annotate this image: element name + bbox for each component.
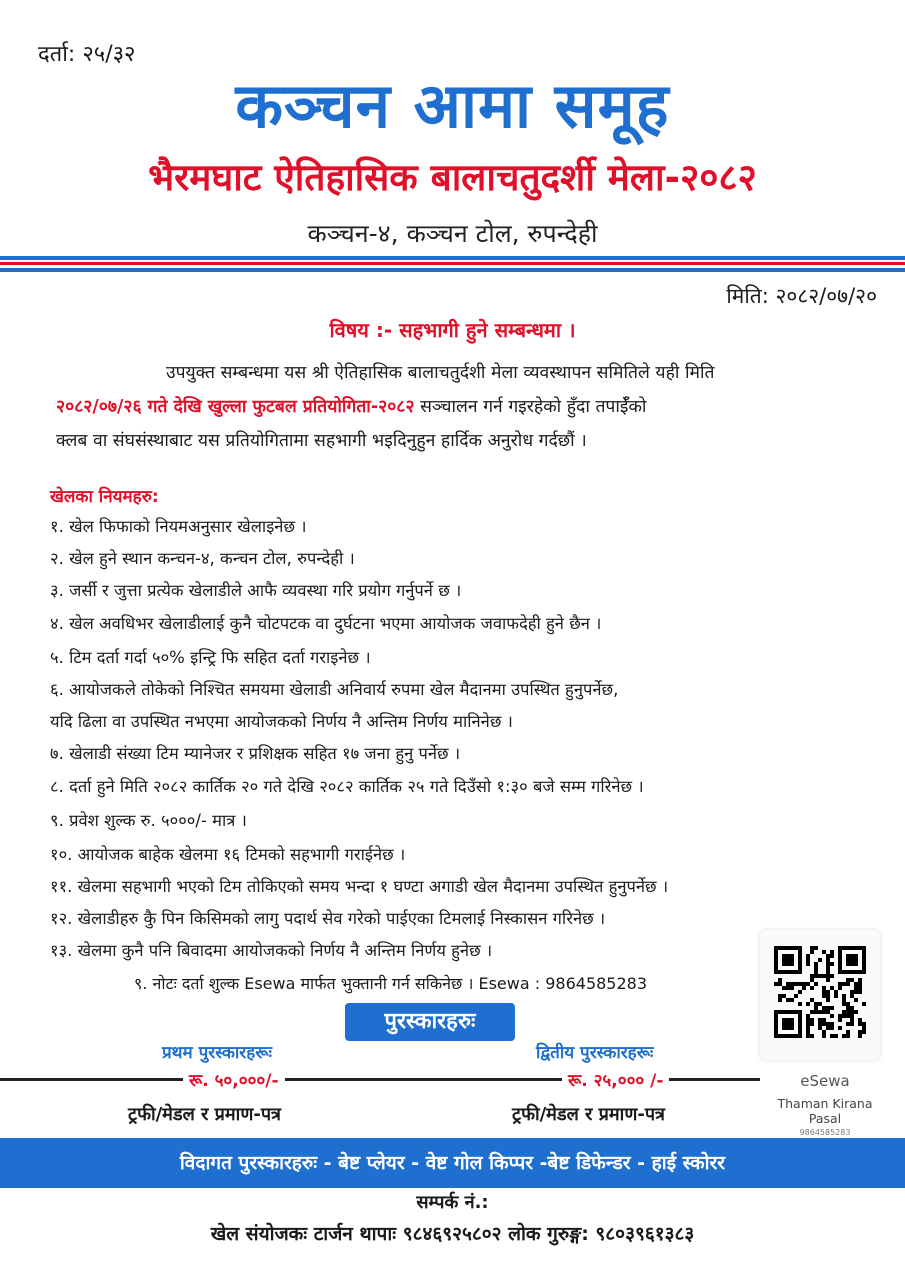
letter-date: मिति: २०८२/०७/२० bbox=[726, 284, 877, 308]
header-divider-red bbox=[0, 262, 905, 265]
rule-item: ६. आयोजकले तोकेको निश्चित समयमा खेलाडी अनिवार्य रुपमा खेल मैदानमा उपस्थित हुनुपर्नेछ, bbox=[50, 680, 619, 699]
esewa-logo: eSewa bbox=[800, 1072, 850, 1090]
special-awards-bar: विदागत पुरस्कारहरुः - बेष्ट प्लेयर - वेष्ट गोल किप्पर -बेष्ट डिफेन्डर - हाई स्कोरर bbox=[0, 1138, 905, 1188]
payment-note: ९. नोटः दर्ता शुल्क Esewa मार्फत भुक्तानी गर्न सकिनेछ । Esewa : 9864585283 bbox=[134, 974, 648, 993]
second-prize-items: ट्रफी/मेडल र प्रमाण-पत्र bbox=[512, 1104, 665, 1125]
address: कञ्चन-४, कञ्चन टोल, रुपन्देही bbox=[307, 219, 598, 248]
second-prize-title: द्वितीय पुरस्कारहरूः bbox=[536, 1043, 654, 1063]
first-prize-items: ट्रफी/मेडल र प्रमाण-पत्र bbox=[128, 1104, 281, 1125]
rule-item: १. खेल फिफाको नियमअनुसार खेलाइनेछ । bbox=[50, 517, 307, 536]
rule-item: १०. आयोजक बाहेक खेलमा १६ टिमको सहभागी गराईनेछ । bbox=[50, 845, 406, 864]
contact-label: सम्पर्क नं.: bbox=[416, 1192, 489, 1213]
first-prize-amount: रू. ५०,०००/- bbox=[183, 1068, 285, 1091]
event-title: भैरमघाट ऐतिहासिक बालाचतुदर्शी मेला-२०८२ bbox=[148, 156, 757, 199]
body-line-1: उपयुक्त सम्बन्धमा यस श्री ऐतिहासिक बालाचतुर्दशी मेला व्यवस्थापन समितिले यही मिति bbox=[166, 363, 715, 383]
rule-item: ४. खेल अवधिभर खेलाडीलाई कुनै चोटपटक वा दुर्घटना भएमा आयोजक जवाफदेही हुने छैन । bbox=[50, 614, 602, 633]
body-line-2 bbox=[56, 390, 862, 424]
rule-item: ३. जर्सी र जुत्ता प्रत्येक खेलाडीले आफै व्यवस्था गरि प्रयोग गर्नुपर्ने छ । bbox=[50, 581, 462, 600]
prizes-heading: पुरस्कारहरुः bbox=[345, 1003, 515, 1041]
esewa-number: 9864585283 bbox=[799, 1128, 851, 1137]
registration-number: दर्ता: २५/३२ bbox=[38, 42, 136, 67]
body-line-3: क्लब वा संघसंस्थाबाट यस प्रतियोगितामा सहभागी भइदिनुहुन हार्दिक अनुरोध गर्दछौं । bbox=[56, 431, 587, 451]
rules-title: खेलका नियमहरु: bbox=[50, 487, 159, 507]
rule-item: यदि ढिला वा उपस्थित नभएमा आयोजकको निर्णय नै अन्तिम निर्णय मानिनेछ । bbox=[50, 712, 513, 731]
rule-item: ११. खेलमा सहभागी भएको टिम तोकिएको समय भन्दा १ घण्टा अगाडी खेल मैदानमा उपस्थित हुनुपर्नेछ । bbox=[50, 877, 669, 896]
body-paragraph bbox=[56, 356, 862, 458]
rule-item: १२. खेलाडीहरु कुै पिन किसिमको लागु पदार्थ सेव गरेको पाईएका टिमलाई निस्कासन गरिनेछ । bbox=[50, 909, 606, 928]
rule-item: ७. खेलाडी संख्या टिम म्यानेजर र प्रशिक्षक सहित १७ जना हुनु पर्नेछ । bbox=[50, 744, 461, 763]
rule-item: १३. खेलमा कुनै पनि बिवादमा आयोजकको निर्णय नै अन्तिम निर्णय हुनेछ । bbox=[50, 941, 493, 960]
body-line-2-rest: सञ्चालन गर्न गइरहेको हुँदा तपाईँको bbox=[414, 397, 647, 417]
header-divider bbox=[0, 256, 905, 260]
rule-item: ५. टिम दर्ता गर्दा ५०% इन्ट्रि फि सहित दर्ता गराइनेछ । bbox=[50, 648, 371, 667]
rule-item: २. खेल हुने स्थान कन्चन-४, कन्चन टोल, रुपन्देही । bbox=[50, 549, 355, 568]
second-prize-amount: रू. २५,००० /- bbox=[562, 1068, 669, 1091]
esewa-badge bbox=[760, 1068, 890, 1138]
contact-numbers: खेल संयोजकः टार्जन थापाः ९८४६९२५८०२ लोक गुरुङ्ग: ९८०३९६१३८३ bbox=[210, 1223, 695, 1245]
esewa-merchant: Thaman Kirana Pasal bbox=[777, 1096, 873, 1126]
rule-item: ९. प्रवेश शुल्क रु. ५०००/- मात्र । bbox=[50, 811, 247, 830]
organization-name: कञ्चन आमा समूह bbox=[235, 69, 670, 142]
tournament-highlight: २०८२/०७/२६ गते देखि खुल्ला फुटबल प्रतियोगिता-२०८२ bbox=[56, 397, 415, 417]
first-prize-title: प्रथम पुरस्कारहरूः bbox=[162, 1043, 272, 1063]
qr-code bbox=[760, 930, 880, 1060]
header-divider-blue2 bbox=[0, 268, 905, 272]
subject-line: विषय :- सहभागी हुने सम्बन्धमा । bbox=[329, 318, 576, 342]
rule-item: ८. दर्ता हुने मिति २०८२ कार्तिक २० गते देखि २०८२ कार्तिक २५ गते दिउँसो १:३० बजे सम्म गरिनेछ । bbox=[50, 777, 644, 796]
